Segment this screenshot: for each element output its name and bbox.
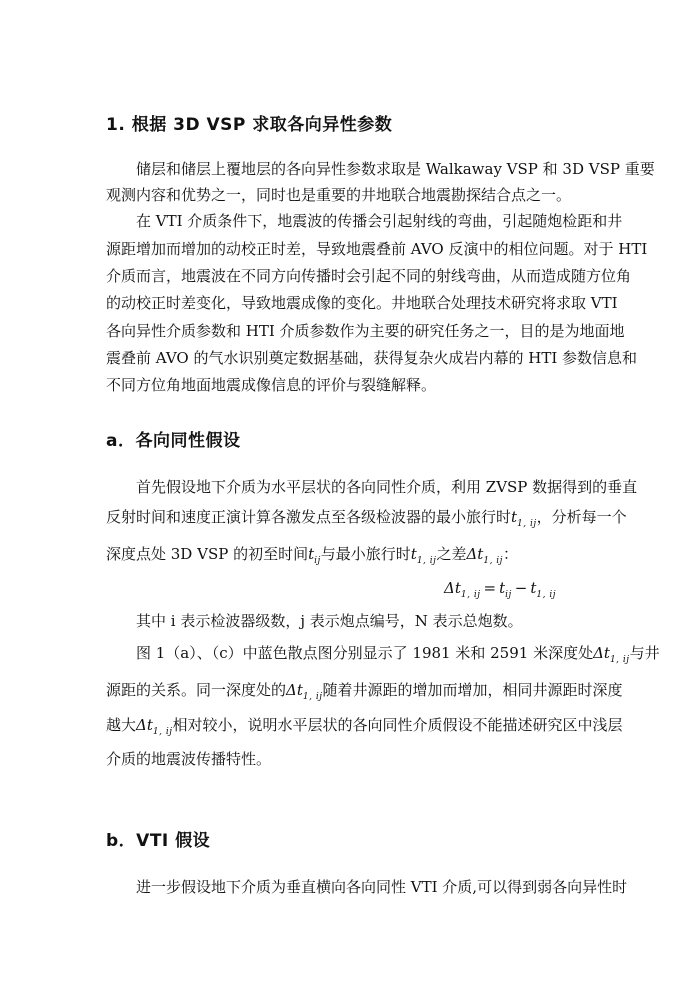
section-heading-b: b．VTI 假设 (106, 831, 211, 851)
para5-text: 越大 (106, 716, 137, 734)
para3-line (106, 508, 627, 533)
para5-text: 随着井源距的增加而增加，相同井源距时深度 (322, 681, 623, 699)
para2-line: 介质而言，地震波在不同方向传播时会引起不同的射线弯曲，从而造成随方位角 (106, 267, 632, 285)
para6-line: 进一步假设地下介质为垂直横向各向同性 VTI 介质,可以得到弱各向异性时 (136, 878, 628, 896)
section-heading-1: 1. 根据 3D VSP 求取各向异性参数 (106, 115, 393, 135)
para4-line: 其中 i 表示检波器级数，j 表示炮点编号，N 表示总炮数。 (136, 612, 523, 630)
para5-line (136, 644, 660, 669)
para1-line: 观测内容和优势之一，同时也是重要的井地联合地震勘探结合点之一。 (106, 186, 572, 204)
para2-line: 各向异性介质参数和 HTI 介质参数作为主要的研究任务之一，目的是为地面地 (106, 322, 625, 340)
para3-line: 首先假设地下介质为水平层状的各向同性介质，利用 ZVSP 数据得到的垂直 (136, 478, 638, 496)
symbol-delta-t1ij: $\Delta t_{1, ij}$ (593, 644, 630, 665)
para2-line: 源距增加而增加的动校正时差，导致地震叠前 AVO 反演中的相位问题。对于 HTI (106, 240, 648, 258)
para5-text: 源距的关系。同一深度处的 (106, 681, 287, 699)
para5-text: 图 1（a）、（c）中蓝色散点图分别显示了 1981 米和 2591 米深度处 (136, 644, 594, 662)
para3-text: 与最小旅行时 (320, 545, 411, 563)
para5-line (106, 681, 623, 706)
para5-line: 介质的地震波传播特性。 (106, 750, 272, 768)
para2-line: 的动校正时差变化，导致地震成像的变化。井地联合处理技术研究将求取 VTI (106, 294, 618, 312)
para3-line (106, 545, 518, 570)
para2-line: 震叠前 AVO 的气水识别奠定数据基础，获得复杂火成岩内幕的 HTI 参数信息和 (106, 349, 638, 367)
symbol-t1ij: $t_{1, ij}$ (410, 545, 437, 566)
symbol-delta-t1ij: $\Delta t_{1, ij}$ (286, 681, 323, 702)
equation-delta-t: $\Delta t_{1, ij} = t_{ij} - t_{1, ij}$ (444, 579, 557, 600)
para2-line: 不同方位角地面地震成像信息的评价与裂缝解释。 (106, 376, 437, 394)
symbol-tij: $t_{ij}$ (308, 545, 321, 566)
para5-text: 相对较小，说明水平层状的各向同性介质假设不能描述研究区中浅层 (172, 716, 623, 734)
para5-text: 与井 (629, 644, 660, 662)
symbol-delta-t1ij: $\Delta t_{1, ij}$ (136, 716, 173, 737)
section-heading-a: a．各向同性假设 (106, 431, 241, 451)
para3-text: 深度点处 3D VSP 的初至时间 (106, 545, 309, 563)
symbol-t1ij: $t_{1, ij}$ (511, 508, 537, 529)
para5-line (106, 716, 623, 741)
para3-text: ： (502, 545, 518, 563)
para1-line: 储层和储层上覆地层的各向异性参数求取是 Walkaway VSP 和 3D VSP 重要 (136, 160, 655, 178)
para3-text: 之差 (436, 545, 467, 563)
para3-text: ，分析每一个 (536, 508, 627, 526)
para2-line: 在 VTI 介质条件下，地震波的传播会引起射线的弯曲，引起随炮检距和井 (136, 212, 623, 230)
symbol-delta-t1ij: $\Delta t_{1, ij}$ (466, 545, 503, 566)
para3-text: 反射时间和速度正演计算各激发点至各级检波器的最小旅行时 (106, 508, 512, 526)
